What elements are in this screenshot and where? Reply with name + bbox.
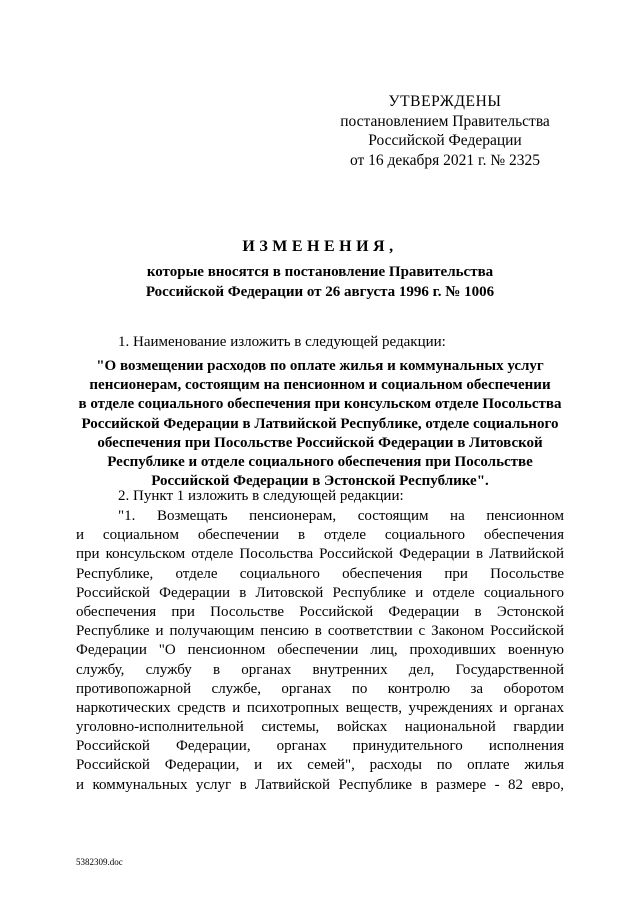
quote-line: в отделе социального обеспечения при консульском отделе Посольства xyxy=(78,396,562,413)
text-line: Российской Федерации, органах принудительного исполнения xyxy=(76,738,564,755)
item-1: 1. Наименование изложить в следующей редакции: xyxy=(118,334,446,350)
subtitle-line: которые вносятся в постановление Правительства xyxy=(146,264,494,280)
text-line: при консульском отделе Посольства Российской Федерации в Латвийской xyxy=(76,546,564,563)
text-line: "1. Возмещать пенсионерам, состоящим на пенсионном xyxy=(118,508,564,524)
quote-line: "О возмещении расходов по оплате жилья и коммунальных услуг xyxy=(96,358,544,374)
text-line: Российской Федерации в Литовской Республике и отделе социального xyxy=(76,584,564,601)
item-2: 2. Пункт 1 изложить в следующей редакции: xyxy=(118,488,404,504)
approval-line: постановлением Правительства xyxy=(340,112,550,130)
text-line: Российской Федерации, и их семей", расходы по оплате жилья xyxy=(76,757,564,774)
quote-line: обеспечения при Посольстве Российской Федерации в Литовской xyxy=(97,434,543,451)
text-line: наркотических средств и психотропных веществ, учреждениях и органах xyxy=(76,699,564,716)
item-1-quote xyxy=(76,357,564,491)
text-line: и социальном обеспечении в отделе социального обеспечения xyxy=(76,527,564,544)
text-line: обеспечения при Посольстве Российской Федерации в Эстонской xyxy=(76,603,564,620)
quote-line: Российской Федерации в Латвийской Республике, отделе социального xyxy=(81,415,559,432)
text-line: Федерации "О пенсионном обеспечении лиц, проходивших военную xyxy=(76,642,564,659)
text-line: и коммунальных услуг в Латвийской Республике в размере - 82 евро, xyxy=(76,776,564,793)
quote-line: Российской Федерации в Эстонской Республике". xyxy=(151,473,489,490)
subtitle-line: Российской Федерации от 26 августа 1996 г. № 1006 xyxy=(145,283,495,300)
text-line: Республике, отделе социального обеспечения при Посольстве xyxy=(76,565,564,582)
document-title: ИЗМЕНЕНИЯ, xyxy=(242,238,398,255)
text-line: уголовно-исполнительной системы, войсках национальной гвардии xyxy=(76,719,564,736)
text-line: противопожарной службе, органах по контролю за оборотом xyxy=(76,680,564,697)
approval-heading: УТВЕРЖДЕНЫ xyxy=(388,93,502,110)
approval-line: Российской Федерации xyxy=(368,132,522,149)
text-line: службу, службу в органах внутренних дел, Государственной xyxy=(76,661,564,678)
quote-line: Республике и отделе социального обеспечения при Посольстве xyxy=(107,454,533,471)
approval-date-number: от 16 декабря 2021 г. № 2325 xyxy=(349,151,541,169)
text-line: Республике и получающим пенсию в соответствии с Законом Российской xyxy=(76,623,564,640)
quote-line: пенсионерам, состоящим на пенсионном и социальном обеспечении xyxy=(89,377,551,394)
approval-block xyxy=(330,92,560,170)
item-2-text xyxy=(76,507,564,795)
document-subtitle xyxy=(100,263,540,302)
file-name-footer: 5382309.doc xyxy=(76,857,123,867)
